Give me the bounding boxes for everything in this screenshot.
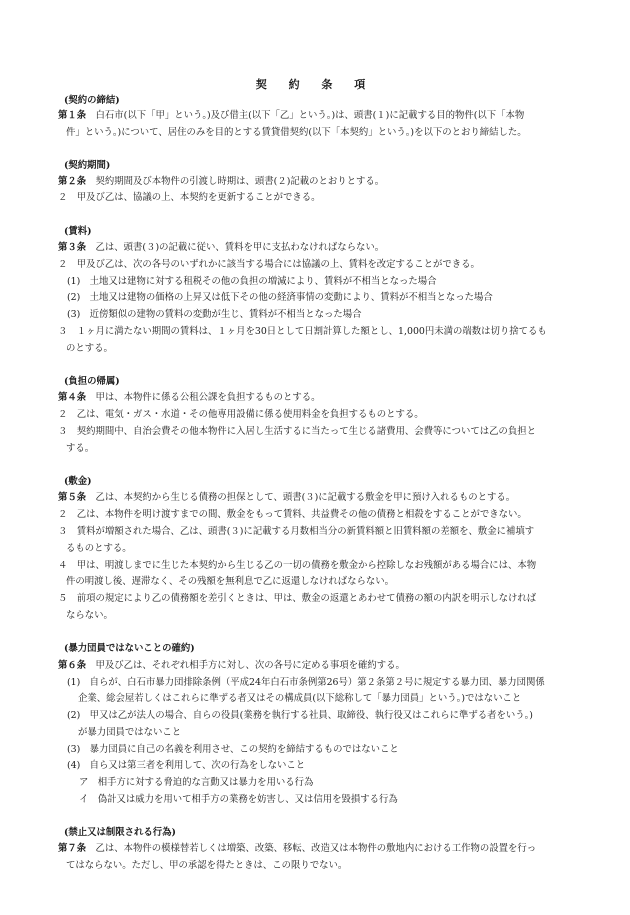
article-text: 甲は、本物件に係る公租公課を負担するものとする。 (95, 392, 321, 403)
paragraph-continuation: るものとする。 (66, 543, 132, 554)
paragraph: ４ 甲は、明渡しまでに生じた本契約から生じる乙の一切の債務を敷金から控除しなお残額がある場合には、本物 (58, 560, 537, 571)
paragraph: ２ 乙は、本物件を明け渡すまでの間、敷金をもって賃料、共益費その他の債務と相殺をすることができない。 (58, 509, 527, 520)
sub-list-item: イ 偽計又は威力を用いて相手方の業務を妨害し、又は信用を毀損する行為 (79, 794, 398, 805)
paragraph-continuation: 件の明渡し後、遅滞なく、その残額を無利息で乙に返還しなければならない。 (66, 576, 394, 587)
article-line (58, 660, 405, 672)
article-text: 甲及び乙は、それぞれ相手方に対し、次の各号に定める事項を確約する。 (95, 660, 405, 671)
article-text: てはならない。ただし、甲の承認を得たときは、この限りでない。 (66, 860, 348, 871)
article-number: 第２条 (58, 176, 87, 187)
article-number: 第６条 (58, 660, 87, 671)
list-item: (3) 近傍類似の建物の賃料の変動が生じ、賃料が不相当となった場合 (67, 309, 362, 320)
article-text: 乙は、本物件の模様替若しくは増築、改築、移転、改造又は本物件の敷地内における工作物の設置を行っ (95, 843, 537, 854)
paragraph: ３ 契約期間中、自治会費その他本物件に入居し生活するに当たって生じる諸費用、会費等については乙の負担と (58, 426, 536, 437)
list-item-continuation: が暴力団員ではないこと (78, 727, 182, 738)
list-item: (1) 自らが、白石市暴力団排除条例（平成24年白石市条例第26号）第２条第２号に規定する暴力団、暴力団関係 (67, 677, 545, 688)
sub-list-item: ア 相手方に対する脅迫的な言動又は暴力を用いる行為 (79, 777, 314, 788)
paragraph-continuation: する。 (66, 443, 95, 454)
section-heading: (契約の締結) (64, 95, 120, 106)
section-heading: (賃料) (64, 226, 92, 237)
list-item-continuation: 企業、総会屋若しくはこれらに準ずる者又はその構成員(以下総称して「暴力団員」という。)ではないこと (78, 693, 522, 704)
article-number: 第３条 (58, 242, 87, 253)
paragraph: ３ 賃料が増額された場合、乙は、頭書(３)に記載する月数相当分の新賃料額と旧賃料額の差額を、敷金に補填す (58, 526, 535, 537)
paragraph-continuation: ならない。 (66, 610, 113, 621)
paragraph: ２ 甲及び乙は、協議の上、本契約を更新することができる。 (58, 192, 321, 203)
article-text: 契約期間及び本物件の引渡し時期は、頭書(２)記載のとおりとする。 (95, 176, 385, 187)
article-number: 第７条 (58, 843, 87, 854)
list-item: (4) 自ら又は第三者を利用して、次の行為をしないこと (67, 760, 306, 771)
paragraph: ２ 甲及び乙は、次の各号のいずれかに該当する場合には協議の上、賃料を改定することができる。 (58, 259, 480, 270)
list-item: (2) 甲又は乙が法人の場合、自らの役員(業務を執行する社員、取締役、執行役又はこれらに準ずる者をいう。) (67, 710, 533, 721)
section-heading: (禁止又は制限される行為) (64, 827, 176, 838)
paragraph: ５ 前項の規定により乙の債務額を差引くときは、甲は、敷金の返還とあわせて債務の額の内訳を明示しなければ (58, 593, 537, 604)
list-item: (3) 暴力団員に自己の名義を利用させ、この契約を締結するものではないこと (67, 744, 399, 755)
section-heading: (暴力団員ではないことの確約) (64, 643, 195, 654)
article-line (58, 110, 524, 122)
section-heading: (負担の帰属) (64, 376, 120, 387)
article-text: 件」という。)について、居住のみを目的とする賃貸借契約(以下「本契約」という。)を以下のとおり締結した。 (66, 127, 527, 138)
article-number: 第５条 (58, 492, 87, 503)
section-heading: (契約期間) (64, 160, 111, 171)
article-number: 第４条 (58, 392, 87, 403)
article-text: 乙は、本契約から生じる債務の担保として、頭書(３)に記載する敷金を甲に預け入れるものとする。 (95, 492, 516, 503)
section-heading: (敷金) (64, 476, 92, 487)
article-number: 第１条 (58, 110, 87, 121)
list-item: (2) 土地又は建物の価格の上昇又は低下その他の経済事情の変動により、賃料が不相当となった場合 (67, 292, 493, 303)
list-item: (1) 土地又は建物に対する租税その他の負担の増減により、賃料が不相当となった場合 (67, 276, 437, 287)
paragraph: ３ １ヶ月に満たない期間の賃料は、１ヶ月を30日として日割計算した額とし、1,000円未満の端数は切り捨てるも (58, 326, 547, 337)
paragraph: ２ 乙は、電気・ガス・水道・その他専用設備に係る使用料金を負担するものとする。 (58, 409, 424, 420)
article-line (58, 492, 515, 504)
document-title: 契 約 条 項 (255, 78, 375, 91)
article-line (58, 843, 536, 855)
article-text: 白石市(以下「甲」という。)及び借主(以下「乙」という。)は、頭書(１)に記載する目的物件(以下「本物 (95, 110, 525, 121)
article-line (58, 242, 384, 254)
paragraph-continuation: のとする。 (66, 343, 113, 354)
article-line (58, 392, 321, 404)
article-line (58, 176, 384, 188)
article-text: 乙は、頭書(３)の記載に従い、賃料を甲に支払わなければならない。 (95, 242, 385, 253)
